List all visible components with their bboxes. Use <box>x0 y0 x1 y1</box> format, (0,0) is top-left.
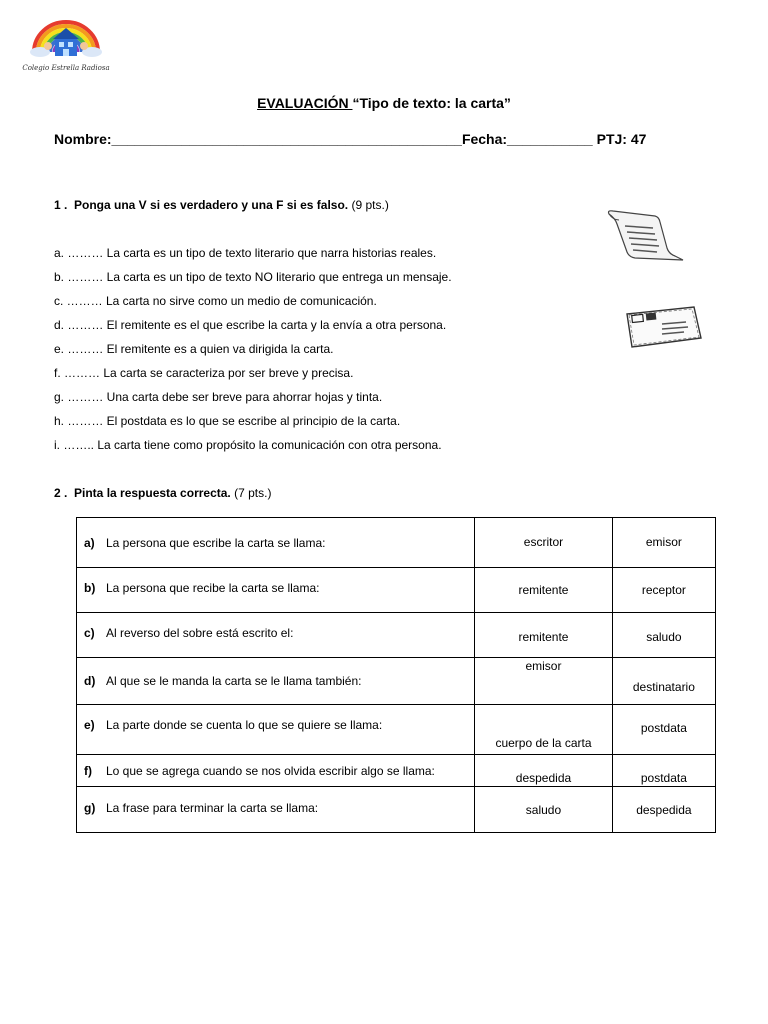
option-cell[interactable]: saludo <box>612 613 715 658</box>
question-letter: d) <box>84 674 96 688</box>
fecha-field[interactable]: Fecha:___________ <box>461 131 593 147</box>
tf-item-e[interactable]: e. ……… El remitente es a quien va dirigida la carta. <box>54 342 334 356</box>
question-cell <box>77 613 475 658</box>
svg-text:Colegio Estrella Radiosa: Colegio Estrella Radiosa <box>22 64 110 72</box>
question-cell <box>77 568 475 613</box>
question-cell <box>77 658 475 705</box>
section1-points: (9 pts.) <box>351 198 389 212</box>
student-info-row <box>54 131 646 147</box>
option-cell[interactable]: receptor <box>612 568 715 613</box>
page-title <box>0 95 768 111</box>
question-text: La persona que escribe la carta se llama: <box>106 535 326 550</box>
section1-heading <box>54 198 389 212</box>
option-cell[interactable]: postdata <box>612 705 715 755</box>
question-text: La frase para terminar la carta se llama: <box>106 801 319 815</box>
option-cell[interactable]: despedida <box>475 755 613 787</box>
tf-item-b[interactable]: b. ……… La carta es un tipo de texto NO literario que entrega un mensaje. <box>54 270 452 284</box>
tf-item-g[interactable]: g. ……… Una carta debe ser breve para ahorrar hojas y tinta. <box>54 390 383 404</box>
option-cell[interactable]: cuerpo de la carta <box>475 705 613 755</box>
table-row <box>77 705 716 755</box>
answer-table <box>76 517 716 833</box>
nombre-field[interactable]: Nombre:_____________________________________________ <box>54 131 462 147</box>
section2-heading <box>54 486 271 500</box>
question-letter: c) <box>84 626 95 640</box>
section2-number: 2 . <box>54 486 68 500</box>
option-cell[interactable]: escritor <box>475 518 613 568</box>
question-letter: f) <box>84 764 92 778</box>
question-cell <box>77 787 475 833</box>
option-cell[interactable]: emisor <box>475 658 613 705</box>
tf-item-f[interactable]: f. ……… La carta se caracteriza por ser breve y precisa. <box>54 366 354 380</box>
table-row <box>77 613 716 658</box>
question-letter: a) <box>84 535 95 550</box>
question-cell <box>77 755 475 787</box>
option-cell[interactable]: saludo <box>475 787 613 833</box>
option-cell[interactable]: postdata <box>612 755 715 787</box>
question-text: Al reverso del sobre está escrito el: <box>106 626 294 640</box>
table-row <box>77 658 716 705</box>
option-cell[interactable]: destinatario <box>612 658 715 705</box>
rainbow-house-icon <box>22 12 110 74</box>
question-cell <box>77 705 475 755</box>
table-row <box>77 518 716 568</box>
title-prefix: EVALUACIÓN <box>257 95 353 111</box>
letter-scroll-image <box>605 208 685 264</box>
section1-number: 1 . <box>54 198 68 212</box>
section2-instruction: Pinta la respuesta correcta. <box>74 486 231 500</box>
tf-item-a[interactable]: a. ……… La carta es un tipo de texto literario que narra historias reales. <box>54 246 437 260</box>
tf-item-h[interactable]: h. ……… El postdata es lo que se escribe al principio de la carta. <box>54 414 401 428</box>
tf-item-d[interactable]: d. ……… El remitente es el que escribe la carta y la envía a otra persona. <box>54 318 447 332</box>
section1-instruction: Ponga una V si es verdadero y una F si es falso. <box>74 198 349 212</box>
tf-item-c[interactable]: c. ……… La carta no sirve como un medio de comunicación. <box>54 294 377 308</box>
question-text: Lo que se agrega cuando se nos olvida escribir algo se llama: <box>106 764 435 778</box>
table-row <box>77 568 716 613</box>
option-cell[interactable]: despedida <box>612 787 715 833</box>
question-letter: g) <box>84 801 96 815</box>
letter-scroll-icon <box>605 208 685 264</box>
option-cell[interactable]: remitente <box>475 568 613 613</box>
envelope-icon <box>624 304 704 350</box>
table-row <box>77 787 716 833</box>
question-text: La parte donde se cuenta lo que se quiere se llama: <box>106 718 383 732</box>
school-logo <box>22 12 110 74</box>
title-text: “Tipo de texto: la carta” <box>352 95 511 111</box>
question-text: Al que se le manda la carta se le llama también: <box>106 674 362 688</box>
option-cell[interactable]: remitente <box>475 613 613 658</box>
question-letter: b) <box>84 581 96 595</box>
question-cell <box>77 518 475 568</box>
question-text: La persona que recibe la carta se llama: <box>106 581 320 595</box>
table-row <box>77 755 716 787</box>
option-cell[interactable]: emisor <box>612 518 715 568</box>
tf-item-i[interactable]: i. …….. La carta tiene como propósito la comunicación con otra persona. <box>54 438 442 452</box>
ptj-label: PTJ: 47 <box>596 131 647 147</box>
envelope-image <box>624 304 704 350</box>
question-letter: e) <box>84 718 95 732</box>
section2-points: (7 pts.) <box>234 486 272 500</box>
